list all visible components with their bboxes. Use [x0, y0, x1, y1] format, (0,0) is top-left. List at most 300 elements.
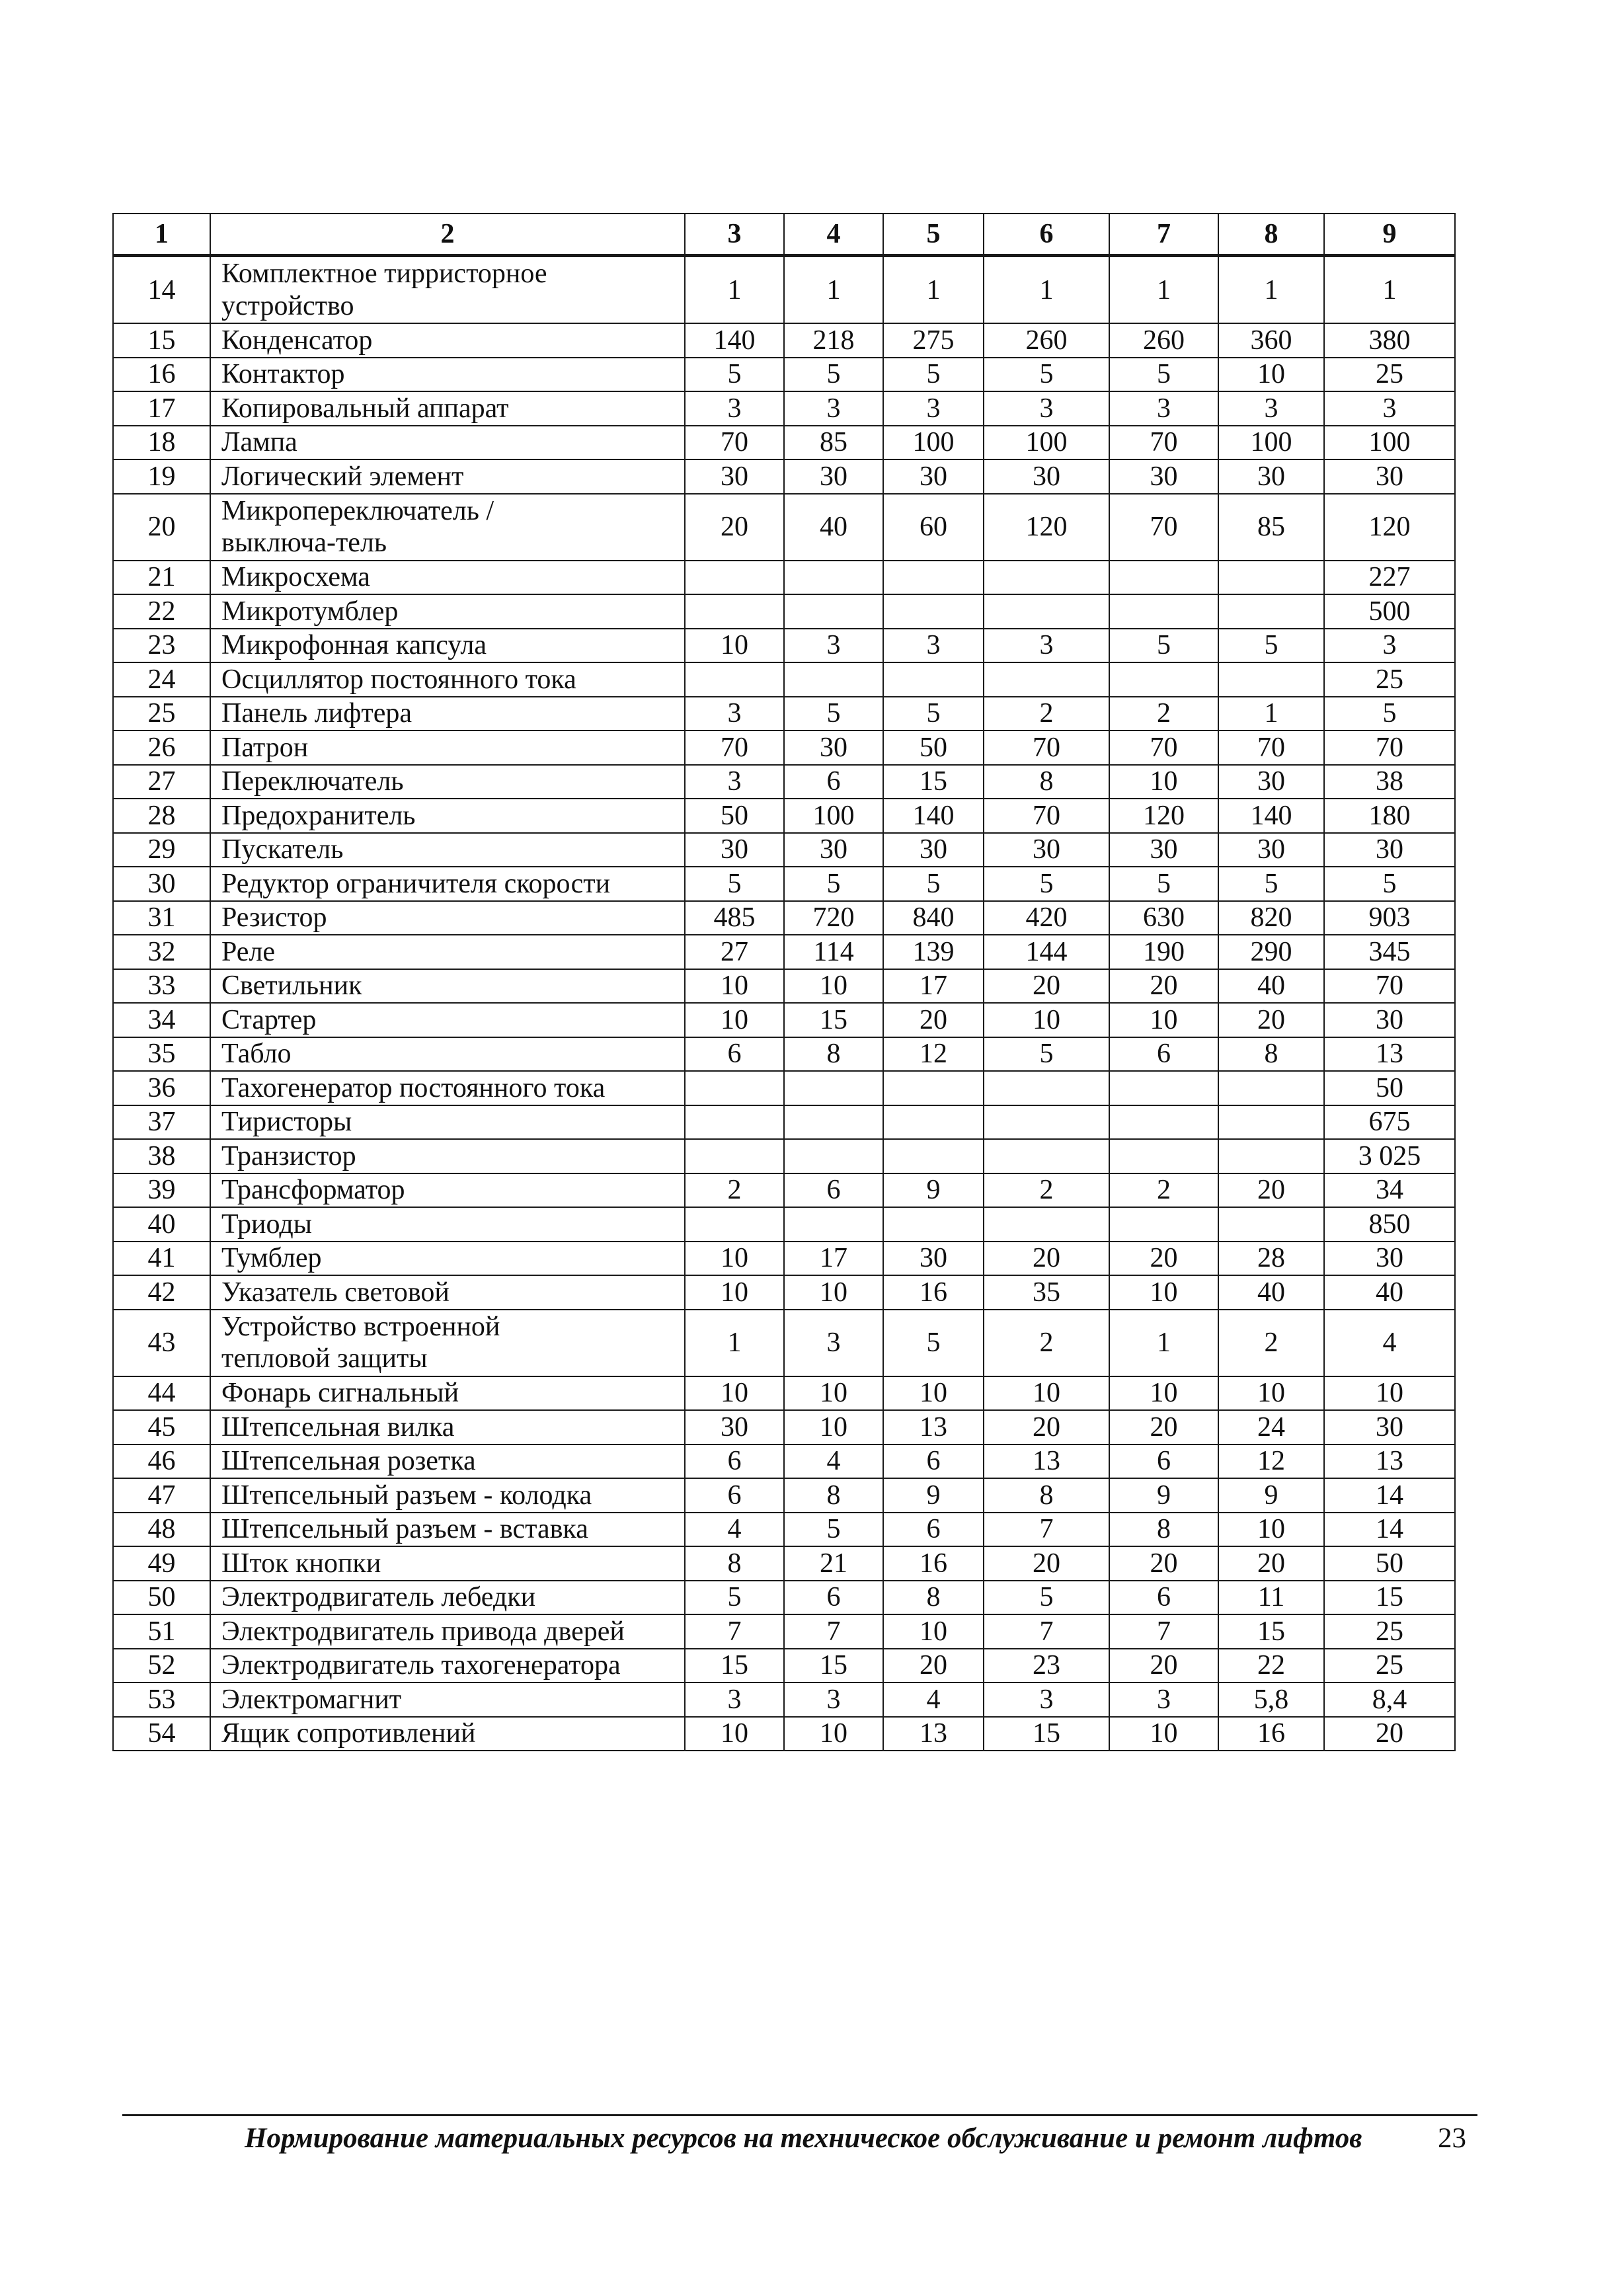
- item-name-cell: [210, 731, 685, 765]
- value-cell-col-8: 24: [1218, 1410, 1324, 1445]
- item-name: Указатель световой: [221, 1277, 450, 1308]
- value-cell-col-8: 20: [1218, 1546, 1324, 1581]
- value-cell-col-7: 1: [1109, 256, 1218, 324]
- value-cell-col-8: [1218, 1139, 1324, 1173]
- value-cell-col-7: 5: [1109, 629, 1218, 663]
- value-cell-col-6: 70: [984, 731, 1109, 765]
- item-name-cell: [210, 662, 685, 697]
- value-cell-col-6: 70: [984, 799, 1109, 833]
- item-name: Светильник: [221, 970, 362, 1002]
- value-cell-col-4: 6: [784, 1581, 883, 1615]
- value-cell-col-4: 30: [784, 459, 883, 494]
- table-header-row: [113, 214, 1455, 256]
- value-cell-col-9: 25: [1324, 358, 1455, 392]
- value-cell-col-7: 30: [1109, 459, 1218, 494]
- item-name: Транзистор: [221, 1140, 356, 1171]
- row-number-cell: 14: [113, 256, 210, 324]
- table-row: [113, 1478, 1455, 1513]
- value-cell-col-5: [883, 1105, 984, 1140]
- value-cell-col-6: 3: [984, 629, 1109, 663]
- item-name-cell: [210, 1139, 685, 1173]
- value-cell-col-5: 5: [883, 867, 984, 901]
- value-cell-col-8: 5,8: [1218, 1682, 1324, 1717]
- value-cell-col-8: 1: [1218, 697, 1324, 731]
- value-cell-col-6: 420: [984, 901, 1109, 935]
- value-cell-col-6: [984, 662, 1109, 697]
- row-number-cell: 45: [113, 1410, 210, 1445]
- value-cell-col-5: 16: [883, 1546, 984, 1581]
- table-row: [113, 765, 1455, 799]
- value-cell-col-7: 3: [1109, 391, 1218, 426]
- item-name: Тиристоры: [221, 1107, 352, 1138]
- value-cell-col-7: 6: [1109, 1581, 1218, 1615]
- table-row: [113, 494, 1455, 561]
- value-cell-col-6: 1: [984, 256, 1109, 324]
- item-name-cell: [210, 1242, 685, 1276]
- value-cell-col-8: 10: [1218, 1376, 1324, 1411]
- value-cell-col-6: 10: [984, 1003, 1109, 1037]
- item-name: Осциллятор постоянного тока: [221, 664, 576, 695]
- value-cell-col-4: 10: [784, 1275, 883, 1310]
- value-cell-col-3: 70: [685, 426, 784, 460]
- item-name-cell: [210, 1445, 685, 1479]
- item-name-cell: [210, 1275, 685, 1310]
- value-cell-col-5: 3: [883, 629, 984, 663]
- value-cell-col-9: 227: [1324, 561, 1455, 595]
- value-cell-col-3: [685, 561, 784, 595]
- value-cell-col-8: [1218, 1071, 1324, 1105]
- item-name: Тумблер: [221, 1243, 322, 1274]
- value-cell-col-6: 7: [984, 1614, 1109, 1649]
- item-name-cell: [210, 1513, 685, 1547]
- value-cell-col-8: 22: [1218, 1649, 1324, 1683]
- table-row: [113, 1275, 1455, 1310]
- value-cell-col-9: 70: [1324, 731, 1455, 765]
- table-row: [113, 561, 1455, 595]
- value-cell-col-6: 120: [984, 494, 1109, 561]
- value-cell-col-8: 40: [1218, 969, 1324, 1004]
- value-cell-col-3: 27: [685, 935, 784, 969]
- value-cell-col-4: 15: [784, 1649, 883, 1683]
- table-row: [113, 1139, 1455, 1173]
- item-name-cell: [210, 799, 685, 833]
- item-name: Конденсатор: [221, 325, 373, 356]
- value-cell-col-6: 144: [984, 935, 1109, 969]
- value-cell-col-8: 820: [1218, 901, 1324, 935]
- row-number-cell: 34: [113, 1003, 210, 1037]
- value-cell-col-8: 5: [1218, 867, 1324, 901]
- value-cell-col-5: [883, 662, 984, 697]
- item-name-cell: [210, 391, 685, 426]
- value-cell-col-8: 100: [1218, 426, 1324, 460]
- value-cell-col-8: 30: [1218, 459, 1324, 494]
- value-cell-col-6: 7: [984, 1513, 1109, 1547]
- value-cell-col-8: 140: [1218, 799, 1324, 833]
- row-number-cell: 50: [113, 1581, 210, 1615]
- value-cell-col-6: 3: [984, 1682, 1109, 1717]
- table-row: [113, 629, 1455, 663]
- footer-title: Нормирование материальных ресурсов на техническое обслуживание и ремонт лифтов: [245, 2123, 1362, 2154]
- item-name-cell: [210, 1071, 685, 1105]
- value-cell-col-5: [883, 1207, 984, 1242]
- value-cell-col-4: [784, 662, 883, 697]
- value-cell-col-3: 8: [685, 1546, 784, 1581]
- value-cell-col-7: 3: [1109, 1682, 1218, 1717]
- value-cell-col-5: [883, 1071, 984, 1105]
- parts-consumption-table: [112, 213, 1456, 1751]
- table-row: [113, 1546, 1455, 1581]
- row-number-cell: 39: [113, 1173, 210, 1208]
- value-cell-col-5: 17: [883, 969, 984, 1004]
- item-name: Лампа: [221, 427, 297, 458]
- value-cell-col-7: 6: [1109, 1445, 1218, 1479]
- table-row: [113, 799, 1455, 833]
- value-cell-col-3: [685, 1207, 784, 1242]
- value-cell-col-9: 1: [1324, 256, 1455, 324]
- value-cell-col-3: 30: [685, 459, 784, 494]
- value-cell-col-7: 8: [1109, 1513, 1218, 1547]
- value-cell-col-7: 20: [1109, 1649, 1218, 1683]
- value-cell-col-6: 20: [984, 1242, 1109, 1276]
- value-cell-col-5: 4: [883, 1682, 984, 1717]
- value-cell-col-7: 70: [1109, 426, 1218, 460]
- item-name-cell: [210, 426, 685, 460]
- value-cell-col-3: 7: [685, 1614, 784, 1649]
- row-number-cell: 44: [113, 1376, 210, 1411]
- row-number-cell: 22: [113, 594, 210, 629]
- row-number-cell: 46: [113, 1445, 210, 1479]
- value-cell-col-7: 10: [1109, 1003, 1218, 1037]
- value-cell-col-7: 7: [1109, 1614, 1218, 1649]
- value-cell-col-5: 275: [883, 323, 984, 358]
- item-name-cell: [210, 1682, 685, 1717]
- value-cell-col-3: 10: [685, 1275, 784, 1310]
- value-cell-col-7: [1109, 1207, 1218, 1242]
- row-number-cell: 18: [113, 426, 210, 460]
- value-cell-col-9: 25: [1324, 1649, 1455, 1683]
- value-cell-col-7: 260: [1109, 323, 1218, 358]
- value-cell-col-5: [883, 561, 984, 595]
- item-name-cell: [210, 697, 685, 731]
- value-cell-col-6: [984, 1207, 1109, 1242]
- value-cell-col-9: 25: [1324, 1614, 1455, 1649]
- table-row: [113, 1207, 1455, 1242]
- item-name-cell: [210, 833, 685, 867]
- value-cell-col-3: 2: [685, 1173, 784, 1208]
- value-cell-col-4: 17: [784, 1242, 883, 1276]
- table-row: [113, 833, 1455, 867]
- table-row: [113, 426, 1455, 460]
- value-cell-col-9: 30: [1324, 459, 1455, 494]
- item-name: Электродвигатель привода дверей: [221, 1616, 625, 1647]
- table-row: [113, 1717, 1455, 1751]
- value-cell-col-4: 114: [784, 935, 883, 969]
- column-header: 6: [984, 214, 1109, 256]
- value-cell-col-6: 15: [984, 1717, 1109, 1751]
- value-cell-col-9: 70: [1324, 969, 1455, 1004]
- item-name: Устройство встроенной тепловой защиты: [221, 1311, 500, 1374]
- value-cell-col-5: 840: [883, 901, 984, 935]
- value-cell-col-9: 30: [1324, 1003, 1455, 1037]
- value-cell-col-5: 13: [883, 1410, 984, 1445]
- value-cell-col-9: 380: [1324, 323, 1455, 358]
- item-name: Реле: [221, 936, 276, 967]
- value-cell-col-7: 120: [1109, 799, 1218, 833]
- value-cell-col-7: 30: [1109, 833, 1218, 867]
- value-cell-col-8: 70: [1218, 731, 1324, 765]
- item-name: Микропереключатель / выключа-тель: [221, 495, 494, 558]
- value-cell-col-5: 3: [883, 391, 984, 426]
- item-name: Патрон: [221, 732, 309, 763]
- row-number-cell: 20: [113, 494, 210, 561]
- value-cell-col-4: 3: [784, 391, 883, 426]
- value-cell-col-4: 3: [784, 629, 883, 663]
- value-cell-col-5: 50: [883, 731, 984, 765]
- value-cell-col-8: 20: [1218, 1003, 1324, 1037]
- value-cell-col-7: 5: [1109, 867, 1218, 901]
- value-cell-col-9: 850: [1324, 1207, 1455, 1242]
- item-name: Комплектное тирристорное устройство: [221, 258, 547, 321]
- item-name-cell: [210, 1037, 685, 1072]
- value-cell-col-8: 9: [1218, 1478, 1324, 1513]
- value-cell-col-6: 20: [984, 1546, 1109, 1581]
- value-cell-col-4: 8: [784, 1478, 883, 1513]
- value-cell-col-4: [784, 594, 883, 629]
- item-name: Штепсельный разъем - колодка: [221, 1480, 592, 1511]
- value-cell-col-5: 9: [883, 1173, 984, 1208]
- item-name: Фонарь сигнальный: [221, 1378, 459, 1409]
- value-cell-col-6: 2: [984, 697, 1109, 731]
- value-cell-col-5: 139: [883, 935, 984, 969]
- value-cell-col-6: [984, 594, 1109, 629]
- value-cell-col-9: 50: [1324, 1546, 1455, 1581]
- value-cell-col-7: 10: [1109, 765, 1218, 799]
- table-row: [113, 1071, 1455, 1105]
- value-cell-col-3: 10: [685, 1717, 784, 1751]
- value-cell-col-6: 20: [984, 969, 1109, 1004]
- value-cell-col-4: 10: [784, 1376, 883, 1411]
- value-cell-col-3: 10: [685, 629, 784, 663]
- value-cell-col-7: 70: [1109, 494, 1218, 561]
- table-row: [113, 969, 1455, 1004]
- value-cell-col-4: [784, 1207, 883, 1242]
- table-row: [113, 1242, 1455, 1276]
- value-cell-col-7: 190: [1109, 935, 1218, 969]
- value-cell-col-9: 5: [1324, 867, 1455, 901]
- item-name-cell: [210, 256, 685, 324]
- table-row: [113, 358, 1455, 392]
- value-cell-col-3: 4: [685, 1513, 784, 1547]
- value-cell-col-4: [784, 1071, 883, 1105]
- value-cell-col-8: 20: [1218, 1173, 1324, 1208]
- value-cell-col-4: [784, 1105, 883, 1140]
- row-number-cell: 28: [113, 799, 210, 833]
- table-row: [113, 1649, 1455, 1683]
- value-cell-col-5: 6: [883, 1445, 984, 1479]
- row-number-cell: 31: [113, 901, 210, 935]
- value-cell-col-8: [1218, 1207, 1324, 1242]
- value-cell-col-9: 13: [1324, 1445, 1455, 1479]
- value-cell-col-8: 30: [1218, 765, 1324, 799]
- row-number-cell: 36: [113, 1071, 210, 1105]
- value-cell-col-9: 4: [1324, 1310, 1455, 1376]
- value-cell-col-6: 2: [984, 1173, 1109, 1208]
- table-row: [113, 731, 1455, 765]
- item-name: Микросхема: [221, 562, 370, 593]
- table-row: [113, 594, 1455, 629]
- value-cell-col-9: 8,4: [1324, 1682, 1455, 1717]
- column-header: 9: [1324, 214, 1455, 256]
- value-cell-col-9: 30: [1324, 1410, 1455, 1445]
- value-cell-col-8: 30: [1218, 833, 1324, 867]
- column-header: 4: [784, 214, 883, 256]
- item-name: Шток кнопки: [221, 1548, 381, 1579]
- value-cell-col-7: 20: [1109, 1410, 1218, 1445]
- value-cell-col-8: 5: [1218, 629, 1324, 663]
- table-row: [113, 1003, 1455, 1037]
- row-number-cell: 38: [113, 1139, 210, 1173]
- row-number-cell: 37: [113, 1105, 210, 1140]
- item-name: Резистор: [221, 902, 327, 933]
- value-cell-col-9: 25: [1324, 662, 1455, 697]
- value-cell-col-5: 5: [883, 358, 984, 392]
- value-cell-col-4: 5: [784, 697, 883, 731]
- value-cell-col-3: 5: [685, 867, 784, 901]
- value-cell-col-8: 11: [1218, 1581, 1324, 1615]
- value-cell-col-7: 10: [1109, 1275, 1218, 1310]
- value-cell-col-6: 30: [984, 459, 1109, 494]
- value-cell-col-7: 20: [1109, 1242, 1218, 1276]
- row-number-cell: 40: [113, 1207, 210, 1242]
- item-name-cell: [210, 358, 685, 392]
- column-header: 3: [685, 214, 784, 256]
- value-cell-col-9: 180: [1324, 799, 1455, 833]
- value-cell-col-6: 5: [984, 1037, 1109, 1072]
- value-cell-col-8: 290: [1218, 935, 1324, 969]
- row-number-cell: 32: [113, 935, 210, 969]
- value-cell-col-4: 30: [784, 833, 883, 867]
- value-cell-col-3: 3: [685, 697, 784, 731]
- value-cell-col-8: 8: [1218, 1037, 1324, 1072]
- value-cell-col-4: 218: [784, 323, 883, 358]
- item-name-cell: [210, 1478, 685, 1513]
- value-cell-col-4: 40: [784, 494, 883, 561]
- table-body: [113, 256, 1455, 1751]
- row-number-cell: 16: [113, 358, 210, 392]
- value-cell-col-3: 3: [685, 1682, 784, 1717]
- row-number-cell: 35: [113, 1037, 210, 1072]
- value-cell-col-6: 5: [984, 1581, 1109, 1615]
- value-cell-col-3: 5: [685, 358, 784, 392]
- value-cell-col-6: 23: [984, 1649, 1109, 1683]
- value-cell-col-8: 10: [1218, 358, 1324, 392]
- value-cell-col-3: 3: [685, 765, 784, 799]
- value-cell-col-4: 5: [784, 867, 883, 901]
- value-cell-col-5: 15: [883, 765, 984, 799]
- value-cell-col-3: [685, 1071, 784, 1105]
- value-cell-col-6: 8: [984, 1478, 1109, 1513]
- value-cell-col-9: 3 025: [1324, 1139, 1455, 1173]
- row-number-cell: 49: [113, 1546, 210, 1581]
- value-cell-col-4: 720: [784, 901, 883, 935]
- table-row: [113, 662, 1455, 697]
- value-cell-col-3: [685, 662, 784, 697]
- table-row: [113, 1037, 1455, 1072]
- value-cell-col-6: 5: [984, 358, 1109, 392]
- value-cell-col-7: 9: [1109, 1478, 1218, 1513]
- item-name: Электромагнит: [221, 1684, 402, 1715]
- item-name: Ящик сопротивлений: [221, 1718, 476, 1749]
- item-name-cell: [210, 969, 685, 1004]
- value-cell-col-3: 1: [685, 256, 784, 324]
- value-cell-col-3: 50: [685, 799, 784, 833]
- value-cell-col-7: 1: [1109, 1310, 1218, 1376]
- column-header: 7: [1109, 214, 1218, 256]
- value-cell-col-6: 20: [984, 1410, 1109, 1445]
- item-name: Панель лифтера: [221, 698, 412, 729]
- row-number-cell: 17: [113, 391, 210, 426]
- item-name: Копировальный аппарат: [221, 393, 509, 424]
- value-cell-col-4: 6: [784, 1173, 883, 1208]
- value-cell-col-3: 10: [685, 969, 784, 1004]
- value-cell-col-7: [1109, 594, 1218, 629]
- value-cell-col-9: 120: [1324, 494, 1455, 561]
- table-row: [113, 1105, 1455, 1140]
- value-cell-col-4: 10: [784, 1717, 883, 1751]
- item-name: Редуктор ограничителя скорости: [221, 868, 611, 899]
- row-number-cell: 54: [113, 1717, 210, 1751]
- value-cell-col-9: 38: [1324, 765, 1455, 799]
- value-cell-col-6: 8: [984, 765, 1109, 799]
- value-cell-col-9: 15: [1324, 1581, 1455, 1615]
- value-cell-col-5: 60: [883, 494, 984, 561]
- table-row: [113, 697, 1455, 731]
- item-name-cell: [210, 1546, 685, 1581]
- value-cell-col-5: 100: [883, 426, 984, 460]
- value-cell-col-9: 14: [1324, 1513, 1455, 1547]
- table-row: [113, 1410, 1455, 1445]
- value-cell-col-3: 30: [685, 1410, 784, 1445]
- row-number-cell: 51: [113, 1614, 210, 1649]
- table-row: [113, 1682, 1455, 1717]
- value-cell-col-9: 20: [1324, 1717, 1455, 1751]
- value-cell-col-4: 1: [784, 256, 883, 324]
- row-number-cell: 41: [113, 1242, 210, 1276]
- value-cell-col-9: 500: [1324, 594, 1455, 629]
- item-name: Микротумблер: [221, 596, 399, 627]
- value-cell-col-6: [984, 561, 1109, 595]
- item-name-cell: [210, 1717, 685, 1751]
- item-name: Триоды: [221, 1208, 312, 1240]
- value-cell-col-4: 15: [784, 1003, 883, 1037]
- value-cell-col-7: 20: [1109, 1546, 1218, 1581]
- item-name-cell: [210, 1376, 685, 1411]
- item-name: Штепсельная вилка: [221, 1411, 455, 1443]
- value-cell-col-6: 30: [984, 833, 1109, 867]
- table-row: [113, 867, 1455, 901]
- column-header: 8: [1218, 214, 1324, 256]
- item-name-cell: [210, 1105, 685, 1140]
- row-number-cell: 48: [113, 1513, 210, 1547]
- value-cell-col-9: 50: [1324, 1071, 1455, 1105]
- value-cell-col-5: [883, 594, 984, 629]
- item-name-cell: [210, 561, 685, 595]
- value-cell-col-5: 30: [883, 833, 984, 867]
- item-name: Штепсельный разъем - вставка: [221, 1514, 588, 1545]
- value-cell-col-8: [1218, 1105, 1324, 1140]
- value-cell-col-9: 10: [1324, 1376, 1455, 1411]
- item-name: Табло: [221, 1039, 292, 1070]
